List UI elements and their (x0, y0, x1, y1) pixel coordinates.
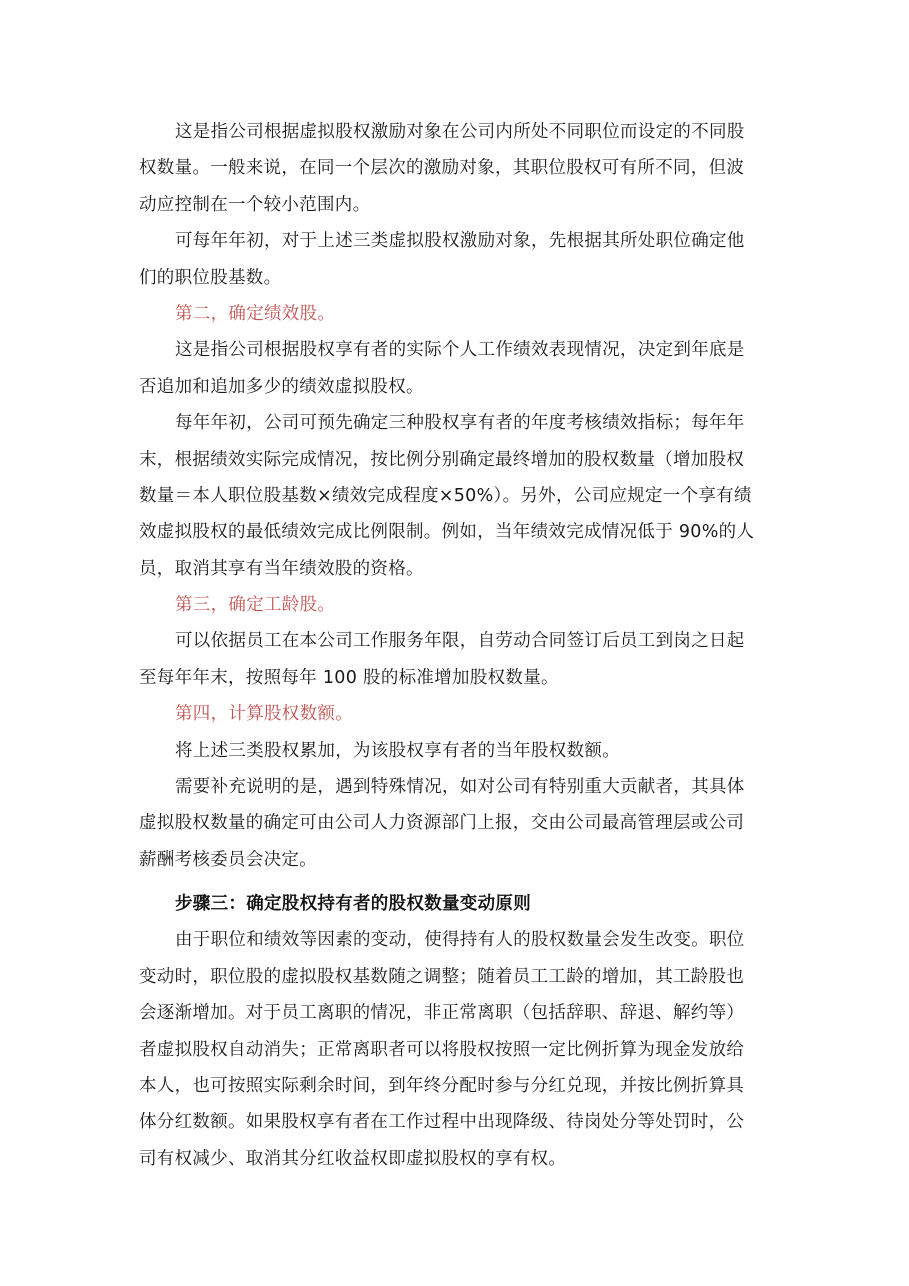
document-body (139, 114, 771, 878)
paragraph-line: 这是指公司根据股权享有者的实际个人工作绩效表现情况，决定到年底是 (175, 340, 745, 361)
section-heading-step-three: 步骤三：确定股权持有者的股权数量变动原则 (175, 894, 531, 914)
paragraph-line: 们的职位股基数。 (139, 267, 282, 288)
paragraph-line: 由于职位和绩效等因素的变动，使得持有人的股权数量会发生改变。职位 (175, 930, 745, 951)
paragraph-line: 者虚拟股权自动消失；正常离职者可以将股权按照一定比例折算为现金发放给 (139, 1039, 745, 1060)
paragraph-line: 否追加和追加多少的绩效虚拟股权。 (139, 376, 424, 397)
paragraph-line: 动应控制在一个较小范围内。 (139, 194, 371, 215)
section-heading-seniority-shares: 第三，确定工龄股。 (175, 595, 336, 616)
section-heading-performance-shares: 第二，确定绩效股。 (175, 303, 336, 324)
section-heading-calculate-shares: 第四，计算股权数额。 (175, 704, 353, 725)
paragraph-line: 至每年年末，按照每年 100 股的标准增加股权数量。 (139, 667, 559, 688)
paragraph-line: 需要补充说明的是，遇到特殊情况，如对公司有特别重大贡献者，其具体 (175, 777, 745, 798)
section-step-three (139, 886, 771, 1177)
paragraph-line: 效虚拟股权的最低绩效完成比例限制。例如，当年绩效完成情况低于 90%的人 (139, 522, 755, 543)
paragraph-line: 将上述三类股权累加，为该股权享有者的当年股权数额。 (175, 740, 620, 761)
paragraph-line: 每年年初，公司可预先确定三种股权享有者的年度考核绩效指标；每年年 (175, 413, 745, 434)
paragraph-line: 司有权减少、取消其分红收益权即虚拟股权的享有权。 (139, 1148, 567, 1169)
paragraph-line: 这是指公司根据虚拟股权激励对象在公司内所处不同职位而设定的不同股 (175, 122, 745, 142)
paragraph-line: 员，取消其享有当年绩效股的资格。 (139, 558, 424, 579)
paragraph-line: 体分红数额。如果股权享有者在工作过程中出现降级、待岗处分等处罚时，公 (139, 1112, 745, 1133)
paragraph-line: 本人，也可按照实际剩余时间，到年终分配时参与分红兑现，并按比例折算具 (139, 1075, 745, 1096)
paragraph-line: 会逐渐增加。对于员工离职的情况，非正常离职（包括辞职、辞退、解约等） (139, 1003, 745, 1024)
paragraph-line: 可每年年初，对于上述三类虚拟股权激励对象，先根据其所处职位确定他 (175, 231, 745, 252)
paragraph-line: 变动时，职位股的虚拟股权基数随之调整；随着员工工龄的增加，其工龄股也 (139, 966, 745, 987)
paragraph-line: 数量＝本人职位股基数×绩效完成程度×50%）。另外，公司应规定一个享有绩 (139, 485, 752, 506)
paragraph-line: 虚拟股权数量的确定可由公司人力资源部门上报，交由公司最高管理层或公司 (139, 813, 745, 834)
paragraph-line: 可以依据员工在本公司工作服务年限，自劳动合同签订后员工到岗之日起 (175, 631, 745, 652)
paragraph-line: 末，根据绩效实际完成情况，按比例分别确定最终增加的股权数量（增加股权 (139, 449, 745, 470)
paragraph-line: 权数量。一般来说，在同一个层次的激励对象，其职位股权可有所不同，但波 (139, 158, 745, 179)
paragraph-line: 薪酬考核委员会决定。 (139, 849, 317, 870)
